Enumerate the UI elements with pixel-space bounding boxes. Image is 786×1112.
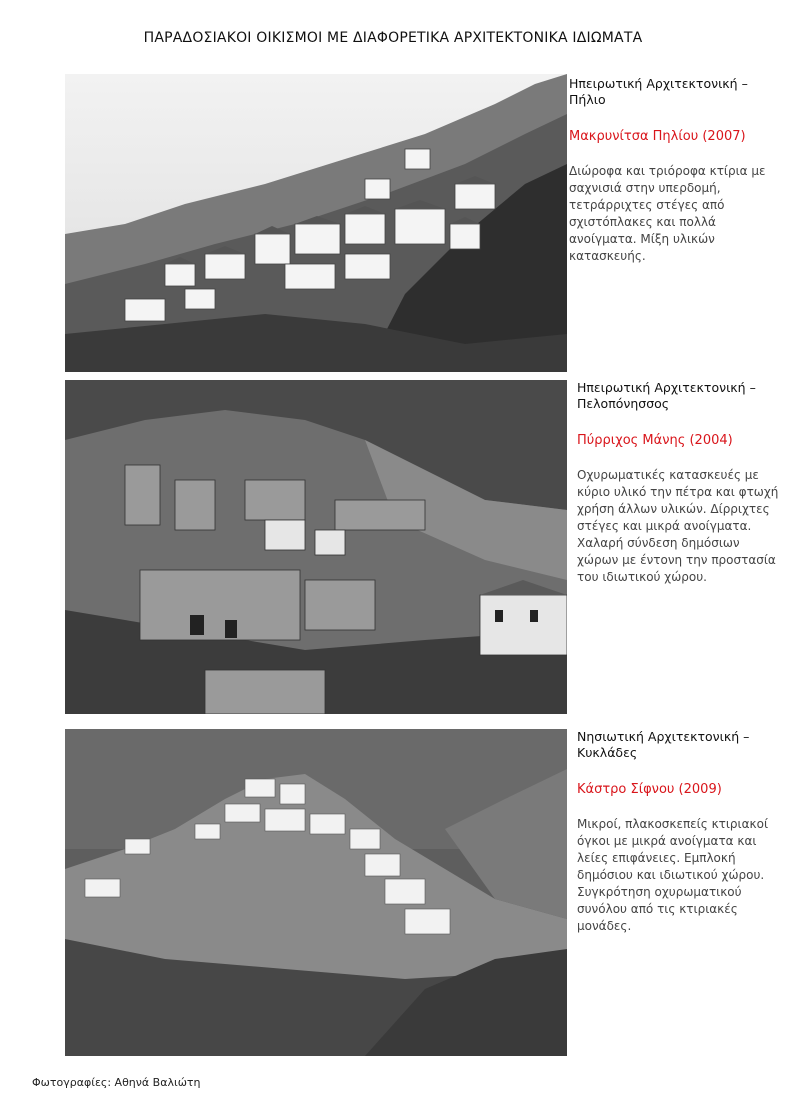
section-heading: Ηπειρωτική Αρχιτεκτονική – Πελοπόνησσος [577,380,756,411]
caption-pyrrichos [577,380,782,586]
page-title: ΠΑΡΑΔΟΣΙΑΚΟΙ ΟΙΚΙΣΜΟΙ ΜΕ ΔΙΑΦΟΡΕΤΙΚΑ ΑΡΧΙΤΕΚΤΟΝΙΚΑ ΙΔΙΩΜΑΤΑ [143,30,643,46]
photo-credit: Φωτογραφίες: Αθηνά Βαλιώτη [32,1076,201,1089]
section-heading: Νησιωτική Αρχιτεκτονική – Κυκλάδες [577,729,750,760]
description-text: Οχυρωματικές κατασκευές με κύριο υλικό την πέτρα και φτωχή χρήση άλλων υλικών. Δίρριχτες στέγες και μικρά ανοίγματα. Χαλαρή σύνδεση δημόσιων χώρων με έντονη την προστασία του ιδιωτικού χώρου. [577,468,779,584]
caption-makrinitsa [569,76,774,265]
description-text: Διώροφα και τριόροφα κτίρια με σαχνισιά στην υπερδομή, τετράρριχτες στέγες από σχιστόπλακες και πολλά ανοίγματα. Μίξη υλικών κατασκευής. [569,164,766,263]
place-title: Πύρριχος Μάνης (2004) [577,433,733,448]
description-text: Μικροί, πλακοσκεπείς κτιριακοί όγκοι με μικρά ανοίγματα και λείες επιφάνειες. Εμπλοκή δημόσιου και ιδιωτικού χώρου. Συγκρότηση οχυρωματικού συνόλου από τις κτιριακές μονάδες. [577,817,768,933]
photo-makrinitsa [65,74,567,372]
photo-kastro-sifnou [65,729,567,1056]
place-title: Μακρυνίτσα Πηλίου (2007) [569,129,746,144]
caption-kastro-sifnou [577,729,782,935]
photo-pyrrichos [65,380,567,714]
place-title: Κάστρο Σίφνου (2009) [577,782,722,797]
section-heading: Ηπειρωτική Αρχιτεκτονική – Πήλιο [569,76,748,107]
